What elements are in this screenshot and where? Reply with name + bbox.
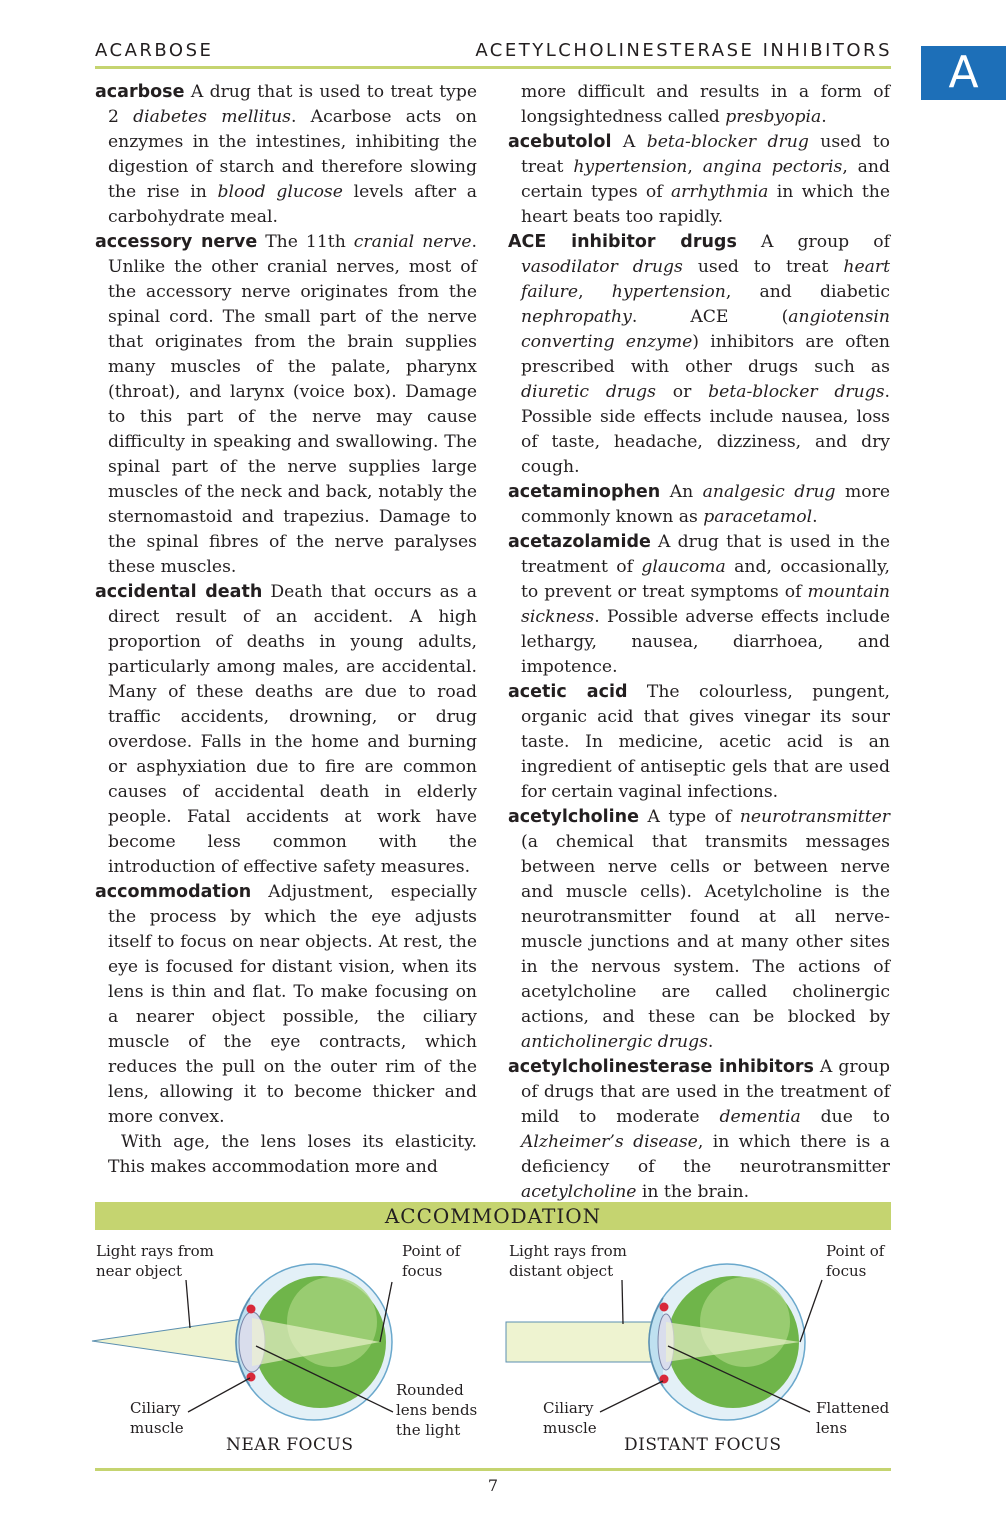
- near-lens-label-2: lens bends: [396, 1401, 478, 1419]
- entry-text: The colourless, pungent, organic acid that gives vinegar its sour taste. In medicine, acetic acid is an ingredient of antiseptic gels that are used for certain vaginal infections.: [521, 682, 890, 802]
- near-rays-label-2: near object: [96, 1262, 183, 1280]
- entry-term: acetic acid: [508, 682, 628, 702]
- page-number: 7: [487, 1476, 499, 1495]
- near-incoming-rays: [92, 1318, 250, 1364]
- cross-reference: hypertension: [573, 157, 688, 177]
- entry-text: . Possible adverse effects include lethargy, nausea, diarrhoea, and impotence.: [521, 607, 890, 677]
- entry-term: acarbose: [95, 82, 185, 102]
- entry-text: A drug that is used to treat type 2: [108, 82, 477, 127]
- entry-term: acetazolamide: [508, 532, 651, 552]
- running-head-left: ACARBOSE: [95, 40, 214, 61]
- entry-text: more difficult and results in a form of longsightedness called: [521, 82, 890, 127]
- running-head-right: ACETYLCHOLINESTERASE INHIBITORS: [475, 40, 892, 61]
- entry-text: used to treat: [521, 132, 891, 177]
- entry-term: acebutolol: [508, 132, 612, 152]
- distant-eye-group: [506, 1264, 822, 1420]
- near-ciliary-label-1: Ciliary: [130, 1399, 181, 1417]
- cross-reference: glaucoma: [641, 557, 726, 577]
- near-eye-group: [92, 1264, 393, 1420]
- cross-reference: analgesic drug: [702, 482, 836, 502]
- entry-text: ,: [578, 282, 612, 302]
- distant-focus-caption: DISTANT FOCUS: [624, 1435, 782, 1455]
- distant-rays-line: [622, 1280, 623, 1324]
- figure-title: ACCOMMODATION: [95, 1202, 891, 1230]
- entry-text: . Possible side effects include nausea, loss of taste, headache, dizziness, and dry cough.: [521, 382, 890, 477]
- entry-text: A type of: [639, 807, 740, 827]
- entry-term: accessory nerve: [95, 232, 258, 252]
- near-ciliary-upper: [247, 1305, 256, 1314]
- cross-reference: beta-blocker drugs: [708, 382, 885, 402]
- distant-rays-label-2: distant object: [509, 1262, 614, 1280]
- entry-text: . Acarbose acts on enzymes in the intestines, inhibiting the digestion of starch and therefore slowing the rise in: [108, 107, 477, 202]
- entry-text: A drug that is used in the treatment of: [521, 532, 890, 577]
- distant-ciliary-line: [600, 1381, 663, 1412]
- entry-text: Death that occurs as a direct result of an accident. A high proportion of deaths in young adults, particularly among males, are accidental. Many of these deaths are due to road traffic accidents, drowning, or drug overdose. Falls in the home and burning or asphyxiation due to fire are common causes of accidental death in elderly people. Fatal accidents at work have become less common with the introduction of effective safety measures.: [108, 582, 477, 877]
- distant-focus-line: [800, 1280, 822, 1342]
- entry-text: . ACE (: [631, 307, 789, 327]
- entry-text: (a chemical that transmits messages between nerve cells or between nerve and muscle cells). Acetylcholine is the neurotransmitter found at all nerve-muscle junctions and at many other sites in the nervous system. The actions of acetylcholine are called cholinergic actions, and these can be blocked by: [521, 832, 890, 1027]
- entry-text: used to treat: [682, 257, 844, 277]
- entry-text: ) inhibitors are often prescribed with other drugs such as: [521, 332, 890, 377]
- near-rays-label-1: Light rays from: [96, 1242, 214, 1260]
- distant-incoming-rays: [506, 1322, 664, 1362]
- entry-text: With age, the lens loses its elasticity. This makes accommodation more and: [108, 1132, 477, 1177]
- entry-text: in the brain.: [636, 1182, 750, 1202]
- entry-term: acetylcholinesterase inhibitors: [508, 1057, 814, 1077]
- entry-term: acetylcholine: [508, 807, 640, 827]
- cross-reference: beta-blocker drug: [646, 132, 809, 152]
- entry-term: accommodation: [95, 882, 252, 902]
- distant-ciliary-label-2: muscle: [543, 1419, 597, 1437]
- cross-reference: angiotensin converting enzyme: [521, 307, 890, 352]
- distant-lens-label-1: Flattened: [816, 1399, 890, 1417]
- cross-reference: acetylcholine: [521, 1182, 637, 1202]
- near-lens-label-1: Rounded: [396, 1381, 464, 1399]
- cross-reference: neurotransmitter: [739, 807, 890, 827]
- entry-text: , and diabetic: [725, 282, 890, 302]
- cross-reference: vasodilator drugs: [521, 257, 683, 277]
- cross-reference: dementia: [719, 1107, 801, 1127]
- distant-rays-label-1: Light rays from: [509, 1242, 627, 1260]
- cross-reference: presbyopia: [725, 107, 822, 127]
- entry-text: and, occasionally, to prevent or treat symptoms of: [521, 557, 891, 602]
- entry-text: levels after a carbohydrate meal.: [108, 182, 477, 227]
- near-rays-line: [186, 1280, 190, 1328]
- cross-reference: hypertension: [611, 282, 726, 302]
- distant-ciliary-upper: [660, 1303, 669, 1312]
- near-lens-label-3: the light: [396, 1421, 461, 1439]
- entry-term: acetaminophen: [508, 482, 661, 502]
- distant-ciliary-label-1: Ciliary: [543, 1399, 594, 1417]
- cross-reference: arrhythmia: [670, 182, 769, 202]
- cross-reference: mountain sickness: [521, 582, 890, 627]
- entry-text: due to: [800, 1107, 890, 1127]
- near-ciliary-lower: [247, 1373, 256, 1382]
- entry-text: , and certain types of: [521, 157, 890, 202]
- entry-text: , in which there is a deficiency of the neurotransmitter: [521, 1132, 891, 1177]
- entry-term: accidental death: [95, 582, 263, 602]
- entry-text: .: [707, 1032, 714, 1052]
- entry-text: . Unlike the other cranial nerves, most of the accessory nerve originates from the spinal cord. The small part of the nerve that originates from the brain supplies many muscles of the palate, pharynx (throat), and larynx (voice box). Damage to this part of the nerve may cause difficulty in speaking and swallowing. The spinal part of the nerve supplies large muscles of the neck and back, notably the sternomastoid and trapezius. Damage to the spinal fibres of the nerve paralyses these muscles.: [108, 232, 477, 577]
- entry-text: A group of: [736, 232, 891, 252]
- entry-text: ,: [687, 157, 703, 177]
- distant-lens-label-2: lens: [816, 1419, 848, 1437]
- section-tab-letter: A: [921, 46, 1006, 100]
- cross-reference: blood glucose: [217, 182, 343, 202]
- entry-term: ACE inhibitor drugs: [508, 232, 737, 252]
- cross-reference: paracetamol: [703, 507, 813, 527]
- entry-text: .: [812, 507, 818, 527]
- footer-rule: [95, 1468, 891, 1471]
- near-point-label-2: focus: [402, 1262, 443, 1280]
- cross-reference: angina pectoris: [702, 157, 843, 177]
- entry-text: more commonly known as: [521, 482, 890, 527]
- cross-reference: diabetes mellitus: [133, 107, 291, 127]
- cross-reference: Alzheimer’s disease: [521, 1132, 698, 1152]
- entry-text: or: [655, 382, 709, 402]
- cross-reference: anticholinergic drugs: [521, 1032, 708, 1052]
- entry-text: Adjustment, especially the process by which the eye adjusts itself to focus on near objects. At rest, the eye is focused for distant vision, when its lens is thin and flat. To make focusing on a nearer object possible, the ciliary muscle of the eye contracts, which reduces the pull on the outer rim of the lens, allowing it to become thicker and more convex.: [108, 882, 477, 1127]
- distant-point-label-1: Point of: [826, 1242, 885, 1260]
- near-point-label-1: Point of: [402, 1242, 461, 1260]
- near-ciliary-label-2: muscle: [130, 1419, 184, 1437]
- entry-text: A: [611, 132, 647, 152]
- entry-text: A group of drugs that are used in the treatment of mild to moderate: [521, 1057, 890, 1127]
- entry-text: .: [821, 107, 827, 127]
- near-ciliary-line: [188, 1378, 250, 1412]
- cross-reference: diuretic drugs: [521, 382, 656, 402]
- cross-reference: cranial nerve: [353, 232, 472, 252]
- cross-reference: nephropathy: [521, 307, 632, 327]
- entry-text: in which the heart beats too rapidly.: [521, 182, 890, 227]
- cross-reference: heart failure: [521, 257, 890, 302]
- entry-text: An: [660, 482, 703, 502]
- near-focus-caption: NEAR FOCUS: [226, 1435, 354, 1455]
- entry-text: The 11th: [257, 232, 354, 252]
- distant-point-label-2: focus: [826, 1262, 867, 1280]
